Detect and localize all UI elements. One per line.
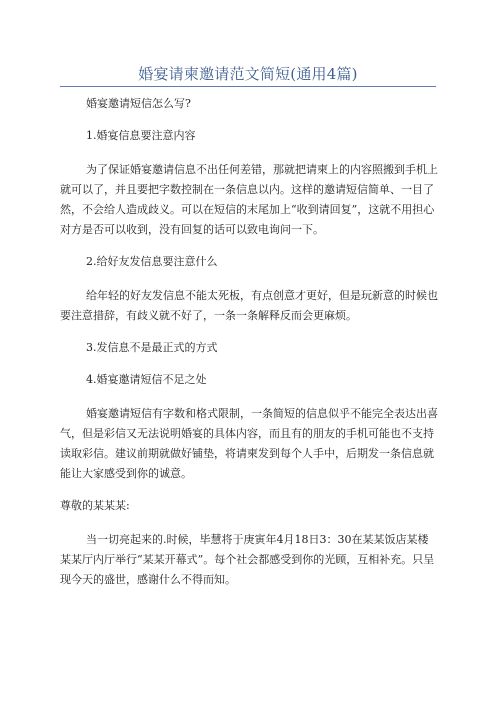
section-paragraph-4: 婚宴邀请短信有字数和格式限制，一条简短的信息似乎不能完全表达出喜气，但是彩信又无法说明婚宴的具体内容，而且有的朋友的手机可能也不支持读取彩信。建议前期就做好铺垫，将请柬发到每个人手中，后期发一条信息就能让大家感受到你的诚意。 [60, 407, 438, 480]
document-body [60, 94, 438, 590]
letter-salutation: 尊敬的某某某: [60, 499, 130, 512]
section-paragraph-1: 为了保证婚宴邀请信息不出任何差错，那就把请柬上的内容照搬到手机上就可以了，并且要把字数控制在一条信息以内。这样的邀请短信简单、一目了然，不会给人造成歧义。可以在短信的末尾加上“收到请回复”，这就不用担心对方是否可以收到，没有回复的话可以致电询问一下。 [60, 163, 438, 236]
section-heading-2: 2.给好友发信息要注意什么 [86, 255, 218, 268]
section-heading-3: 3.发信息不是最正式的方式 [86, 341, 218, 354]
letter-body: 当一切亮起来的.时候，毕慧将于庚寅年4月18日3：30在某某饭店某楼某某厅内厅举行“某某开幕式”。每个社会都感受到你的光顾，互相补充。只呈现今天的盛世，感谢什么不得而知。 [60, 533, 435, 586]
document-title: 婚宴请柬邀请范文简短(通用4篇) [138, 65, 358, 83]
section-heading-4: 4.婚宴邀请短信不足之处 [86, 373, 207, 386]
section-heading-1: 1.婚宴信息要注意内容 [86, 129, 196, 142]
section-paragraph-2: 给年轻的好友发信息不能太死板，有点创意才更好，但是玩新意的时候也要注意措辞，有歧义就不好了，一条一条解释反而会更麻烦。 [60, 289, 438, 322]
question-heading: 婚宴邀请短信怎么写? [86, 97, 191, 110]
title-divider [60, 86, 436, 87]
